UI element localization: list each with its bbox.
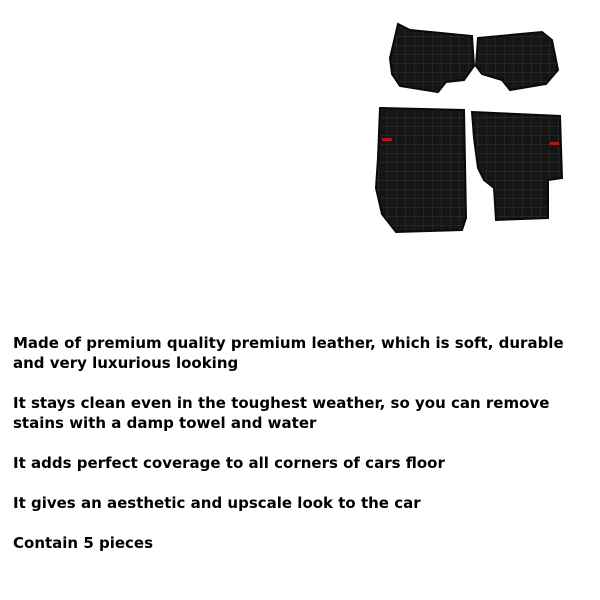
rear-floor-mat-left (390, 24, 474, 92)
front-right-floor-mat (472, 112, 562, 220)
feature-item: Contain 5 pieces (13, 534, 154, 552)
car-floor-mats-image (360, 18, 575, 243)
feature-item: It adds perfect coverage to all corners of cars floor (13, 454, 445, 472)
feature-item: It stays clean even in the toughest weather, so you can remove stains with a damp towel and water (13, 394, 550, 432)
feature-list (13, 333, 588, 573)
feature-item: Made of premium quality premium leather, which is soft, durable and very luxurious looking (13, 334, 564, 372)
front-left-mat-logo (382, 138, 392, 141)
front-left-floor-mat (376, 108, 466, 232)
front-right-mat-logo (550, 142, 559, 145)
rear-floor-mat-right (476, 32, 558, 90)
feature-item: It gives an aesthetic and upscale look to the car (13, 494, 421, 512)
